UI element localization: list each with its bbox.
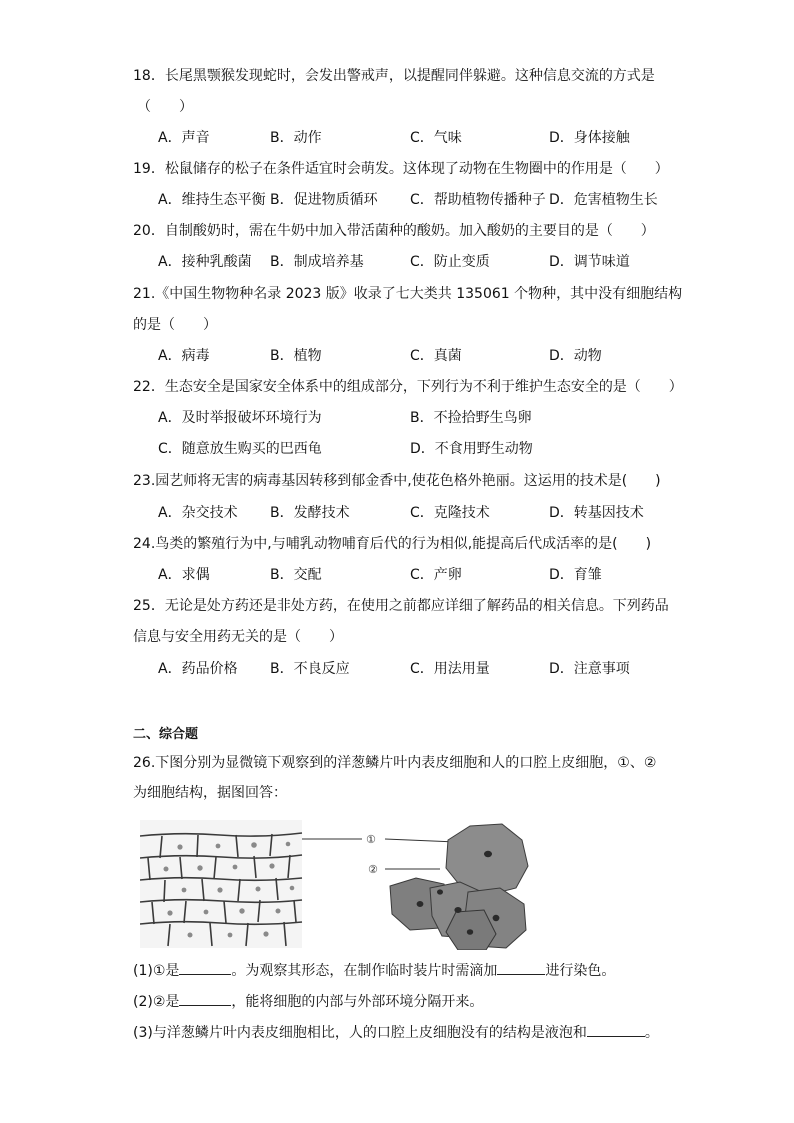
q23-stem: 23.园艺师将无害的病毒基因转移到郁金香中,使花色格外艳丽。这运用的技术是( ) [133, 473, 661, 489]
q26-sub3-suffix: 。 [644, 1025, 659, 1041]
q26-sub1-suffix: 进行染色。 [545, 963, 616, 979]
q26-sub2 [133, 991, 483, 1012]
q19-option-a: A．维持生态平衡 [158, 192, 266, 208]
q26-sub1-prefix: (1)①是 [133, 963, 180, 979]
answer-blank-2[interactable] [497, 960, 545, 975]
q18-paren: （ ） [137, 99, 193, 115]
q21-option-d: D．动物 [549, 348, 602, 364]
q26-sub1 [133, 960, 615, 981]
q20-stem: 20．自制酸奶时，需在牛奶中加入带活菌种的酸奶。加入酸奶的主要目的是（ ） [133, 223, 655, 239]
q21-option-c: C．真菌 [410, 348, 462, 364]
q23-option-c: C．克隆技术 [410, 505, 490, 521]
q26-sub3 [133, 1022, 659, 1043]
q21-option-b: B．植物 [270, 348, 322, 364]
q25-option-c: C．用法用量 [410, 661, 490, 677]
answer-blank-3[interactable] [179, 991, 231, 1006]
answer-blank-4[interactable] [587, 1022, 645, 1037]
q24-option-c: C．产卵 [410, 567, 462, 583]
q19-option-c: C．帮助植物传播种子 [410, 192, 546, 208]
q26-sub1-middle: 。为观察其形态，在制作临时装片时需滴加 [231, 963, 498, 979]
q21-stem: 21.《中国生物物种名录 2023 版》收录了七大类共 135061 个物种，其中没有细胞结构 [133, 286, 683, 302]
onion-epidermis-image [140, 820, 302, 948]
q22-stem: 22．生态安全是国家安全体系中的组成部分，下列行为不利于维护生态安全的是（ ） [133, 379, 683, 395]
q22-option-c: C．随意放生购买的巴西龟 [158, 441, 322, 457]
q23-option-a: A．杂交技术 [158, 505, 238, 521]
label-2 [368, 863, 378, 876]
q25-stem: 25．无论是处方药还是非处方药，在使用之前都应详细了解药品的相关信息。下列药品 [133, 598, 669, 614]
q26-stem-cont: 为细胞结构，据图回答： [133, 785, 287, 801]
q23-option-b: B．发酵技术 [270, 505, 350, 521]
q19-option-d: D．危害植物生长 [549, 192, 658, 208]
q24-option-d: D．育雏 [549, 567, 602, 583]
cheek-cells-image [390, 824, 528, 950]
q22-option-b: B．不捡拾野生鸟卵 [410, 410, 532, 426]
q26-sub3-prefix: (3)与洋葱鳞片叶内表皮细胞相比，人的口腔上皮细胞没有的结构是液泡和 [133, 1025, 587, 1041]
q21-option-a: A．病毒 [158, 348, 210, 364]
q25-option-a: A．药品价格 [158, 661, 238, 677]
q18-option-a: A．声音 [158, 130, 210, 146]
q18-stem: 18．长尾黑颚猴发现蛇时，会发出警戒声，以提醒同伴躲避。这种信息交流的方式是 [133, 68, 655, 84]
q18-option-d: D．身体接触 [549, 130, 630, 146]
cell-figure [140, 818, 540, 950]
q21-stem-cont: 的是（ ） [133, 317, 217, 333]
q20-option-c: C．防止变质 [410, 254, 490, 270]
q25-option-b: B．不良反应 [270, 661, 350, 677]
q22-option-a: A．及时举报破坏环境行为 [158, 410, 322, 426]
q24-option-a: A．求偶 [158, 567, 210, 583]
label-1 [366, 833, 376, 846]
q19-option-b: B．促进物质循环 [270, 192, 378, 208]
q24-option-b: B．交配 [270, 567, 322, 583]
q25-stem-cont: 信息与安全用药无关的是（ ） [133, 629, 343, 645]
q20-option-b: B．制成培养基 [270, 254, 364, 270]
q18-option-c: C．气味 [410, 130, 462, 146]
q22-option-d: D．不食用野生动物 [410, 441, 533, 457]
q26-sub2-suffix: ，能将细胞的内部与外部环境分隔开来。 [231, 994, 484, 1010]
section-title: 二、综合题 [133, 727, 199, 742]
q24-stem: 24.鸟类的繁殖行为中,与哺乳动物哺育后代的行为相似,能提高后代成活率的是( ) [133, 536, 652, 552]
answer-blank-1[interactable] [179, 960, 231, 975]
q20-option-d: D．调节味道 [549, 254, 630, 270]
q20-option-a: A．接种乳酸菌 [158, 254, 252, 270]
q26-sub2-prefix: (2)②是 [133, 994, 180, 1010]
q23-option-d: D．转基因技术 [549, 505, 644, 521]
figure-label-1: ① [366, 833, 376, 846]
q25-option-d: D．注意事项 [549, 661, 630, 677]
figure-label-2: ② [368, 863, 378, 876]
q26-stem: 26.下图分别为显微镜下观察到的洋葱鳞片叶内表皮细胞和人的口腔上皮细胞，①、② [133, 755, 657, 771]
q18-option-b: B．动作 [270, 130, 322, 146]
q19-stem: 19．松鼠储存的松子在条件适宜时会萌发。这体现了动物在生物圈中的作用是（ ） [133, 161, 669, 177]
